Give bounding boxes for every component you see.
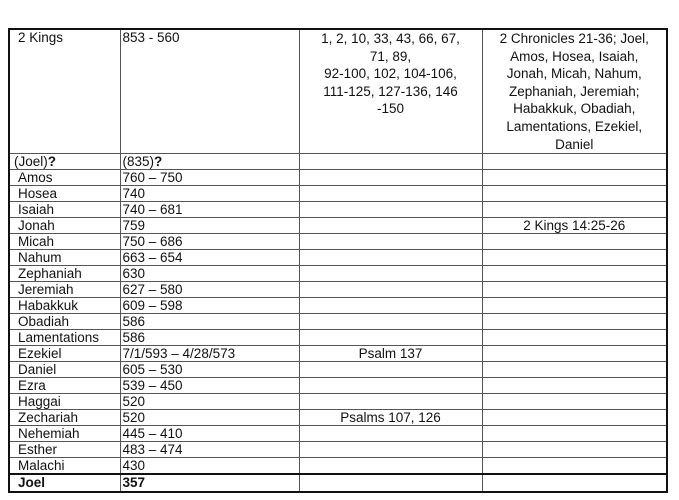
book-cell (9, 170, 120, 186)
related-line: Zephaniah, Jeremiah; (508, 83, 640, 99)
book-cell (9, 410, 120, 426)
book-cell (9, 266, 120, 282)
related-text: 2 Kings 14:25-26 (523, 218, 626, 234)
book-name: Jonah (18, 218, 55, 234)
book-cell (9, 250, 120, 266)
dates-cell (120, 426, 299, 442)
uncertain-mark: ? (47, 154, 57, 170)
table-row (9, 362, 667, 378)
book-name: Amos (18, 170, 53, 186)
psalms-cell (299, 330, 482, 346)
book-dates: 586 (122, 330, 146, 346)
related-line: Jonah, Micah, Nahum, (506, 66, 642, 82)
book-cell (9, 282, 120, 298)
psalms-cell (299, 298, 482, 314)
book-dates: 760 – 750 (122, 170, 183, 186)
psalms-text: Psalm 137 (358, 346, 423, 362)
psalms-cell (299, 362, 482, 378)
related-cell (482, 474, 667, 492)
book-cell (9, 330, 120, 346)
table-row (9, 298, 667, 314)
psalms-cell (299, 202, 482, 218)
table-row (9, 330, 667, 346)
related-cell (482, 282, 667, 298)
dates-cell (120, 266, 299, 282)
dates-cell (120, 234, 299, 250)
related-cell (482, 394, 667, 410)
book-name: Nehemiah (18, 426, 80, 442)
psalms-line: 71, 89, (369, 48, 412, 64)
book-name: Lamentations (18, 330, 100, 346)
table-row (9, 442, 667, 458)
related-cell (482, 426, 667, 442)
book-name: Obadiah (18, 314, 70, 330)
psalms-text: Psalms 107, 126 (340, 410, 441, 426)
psalms-cell (299, 250, 482, 266)
book-dates: 853 - 560 (122, 30, 180, 45)
table-row (9, 394, 667, 410)
table-row (9, 266, 667, 282)
book-dates: 520 (122, 394, 146, 410)
psalms-cell (299, 186, 482, 202)
psalms-line: 1, 2, 10, 33, 43, 66, 67, (321, 31, 460, 46)
book-cell (9, 218, 120, 234)
book-cell (9, 154, 120, 170)
book-name: Malachi (18, 458, 65, 474)
book-dates: 740 – 681 (122, 202, 183, 218)
psalms-cell (299, 474, 482, 492)
dates-cell (120, 394, 299, 410)
book-cell (9, 186, 120, 202)
book-name: Isaiah (18, 202, 55, 218)
related-cell (482, 234, 667, 250)
related-cell (482, 266, 667, 282)
book-dates: 630 (122, 266, 146, 282)
related-cell (482, 250, 667, 266)
book-name: Joel (18, 475, 46, 491)
book-dates: 609 – 598 (122, 298, 183, 314)
book-dates: 357 (122, 475, 146, 491)
table-row (9, 218, 667, 234)
book-cell (9, 234, 120, 250)
book-dates: 586 (122, 314, 146, 330)
related-line: 2 Chronicles 21-36; Joel, (499, 31, 649, 46)
table-row (9, 410, 667, 426)
book-cell (9, 394, 120, 410)
psalms-cell (299, 282, 482, 298)
book-cell (9, 458, 120, 475)
book-cell (9, 378, 120, 394)
dates-cell (120, 330, 299, 346)
table-row (9, 378, 667, 394)
book-name: 2 Kings (18, 30, 64, 45)
book-dates: 605 – 530 (122, 362, 183, 378)
book-name: Zephaniah (18, 266, 82, 282)
related-cell (482, 186, 667, 202)
book-name: Jeremiah (18, 282, 74, 298)
table-row (9, 314, 667, 330)
book-name: Hosea (18, 186, 58, 202)
book-name: Zechariah (18, 410, 79, 426)
dates-cell (120, 378, 299, 394)
psalms-cell (299, 346, 482, 362)
table-row (9, 346, 667, 362)
related-cell (482, 410, 667, 426)
psalms-cell (299, 410, 482, 426)
psalms-cell (299, 442, 482, 458)
book-name: (Joel) (14, 154, 48, 170)
chronology-table (8, 28, 668, 493)
psalms-cell (299, 29, 482, 154)
dates-cell (120, 410, 299, 426)
related-cell (482, 458, 667, 475)
table-row (9, 170, 667, 186)
table-row (9, 426, 667, 442)
book-name: Habakkuk (18, 298, 79, 314)
dates-cell (120, 346, 299, 362)
book-cell (9, 29, 120, 154)
book-dates: (835) (122, 154, 155, 170)
book-dates: 740 (122, 186, 146, 202)
dates-cell (120, 202, 299, 218)
related-cell (482, 154, 667, 170)
psalms-cell (299, 266, 482, 282)
table-row (9, 458, 667, 475)
dates-cell (120, 362, 299, 378)
book-dates: 445 – 410 (122, 426, 183, 442)
book-cell (9, 346, 120, 362)
table-row (9, 250, 667, 266)
book-cell (9, 298, 120, 314)
dates-cell (120, 314, 299, 330)
book-cell (9, 474, 120, 492)
psalms-line: 92-100, 102, 104-106, (324, 66, 457, 82)
related-line: Daniel (555, 136, 594, 152)
dates-cell (120, 186, 299, 202)
table-row (9, 282, 667, 298)
book-dates: 627 – 580 (122, 282, 183, 298)
psalms-line: -150 (376, 101, 405, 117)
psalms-cell (299, 170, 482, 186)
related-cell (482, 442, 667, 458)
related-cell (482, 218, 667, 234)
book-name: Nahum (18, 250, 62, 266)
book-name: Ezekiel (18, 346, 62, 362)
psalms-cell (299, 234, 482, 250)
related-cell (482, 202, 667, 218)
table-row (9, 186, 667, 202)
book-dates: 663 – 654 (122, 250, 183, 266)
psalms-cell (299, 426, 482, 442)
psalms-cell (299, 314, 482, 330)
related-cell (482, 314, 667, 330)
uncertain-mark: ? (154, 154, 163, 170)
table-row (9, 234, 667, 250)
dates-cell (120, 298, 299, 314)
related-line: Amos, Hosea, Isaiah, (510, 48, 639, 64)
book-cell (9, 362, 120, 378)
book-cell (9, 314, 120, 330)
related-line: Habakkuk, Obadiah, (513, 101, 636, 117)
book-dates: 750 – 686 (122, 234, 183, 250)
dates-cell (120, 218, 299, 234)
psalms-line: 111-125, 127-136, 146 (323, 83, 458, 99)
book-dates: 430 (122, 458, 146, 474)
dates-cell (120, 442, 299, 458)
related-cell (482, 29, 667, 154)
book-cell (9, 202, 120, 218)
psalms-cell (299, 394, 482, 410)
book-cell (9, 426, 120, 442)
dates-cell (120, 458, 299, 475)
psalms-cell (299, 378, 482, 394)
table-row-2-kings (9, 29, 667, 154)
psalms-cell (299, 218, 482, 234)
book-name: Esther (18, 442, 58, 458)
dates-cell (120, 170, 299, 186)
book-dates: 520 (122, 410, 146, 426)
dates-cell (120, 250, 299, 266)
related-cell (482, 346, 667, 362)
psalms-cell (299, 154, 482, 170)
related-cell (482, 170, 667, 186)
book-name: Daniel (18, 362, 57, 378)
book-dates: 539 – 450 (122, 378, 183, 394)
book-name: Haggai (18, 394, 61, 410)
table-row-joel (9, 474, 667, 492)
psalms-cell (299, 458, 482, 475)
book-dates: 7/1/593 – 4/28/573 (122, 346, 236, 362)
dates-cell (120, 154, 299, 170)
book-cell (9, 442, 120, 458)
related-cell (482, 330, 667, 346)
table-row (9, 154, 667, 170)
related-line: Lamentations, Ezekiel, (506, 118, 643, 134)
related-cell (482, 378, 667, 394)
dates-cell (120, 29, 299, 154)
book-dates: 759 (122, 218, 146, 234)
related-cell (482, 362, 667, 378)
dates-cell (120, 282, 299, 298)
dates-cell (120, 474, 299, 492)
book-name: Micah (18, 234, 55, 250)
book-dates: 483 – 474 (122, 442, 183, 458)
related-cell (482, 298, 667, 314)
book-name: Ezra (18, 378, 46, 394)
table-row (9, 202, 667, 218)
